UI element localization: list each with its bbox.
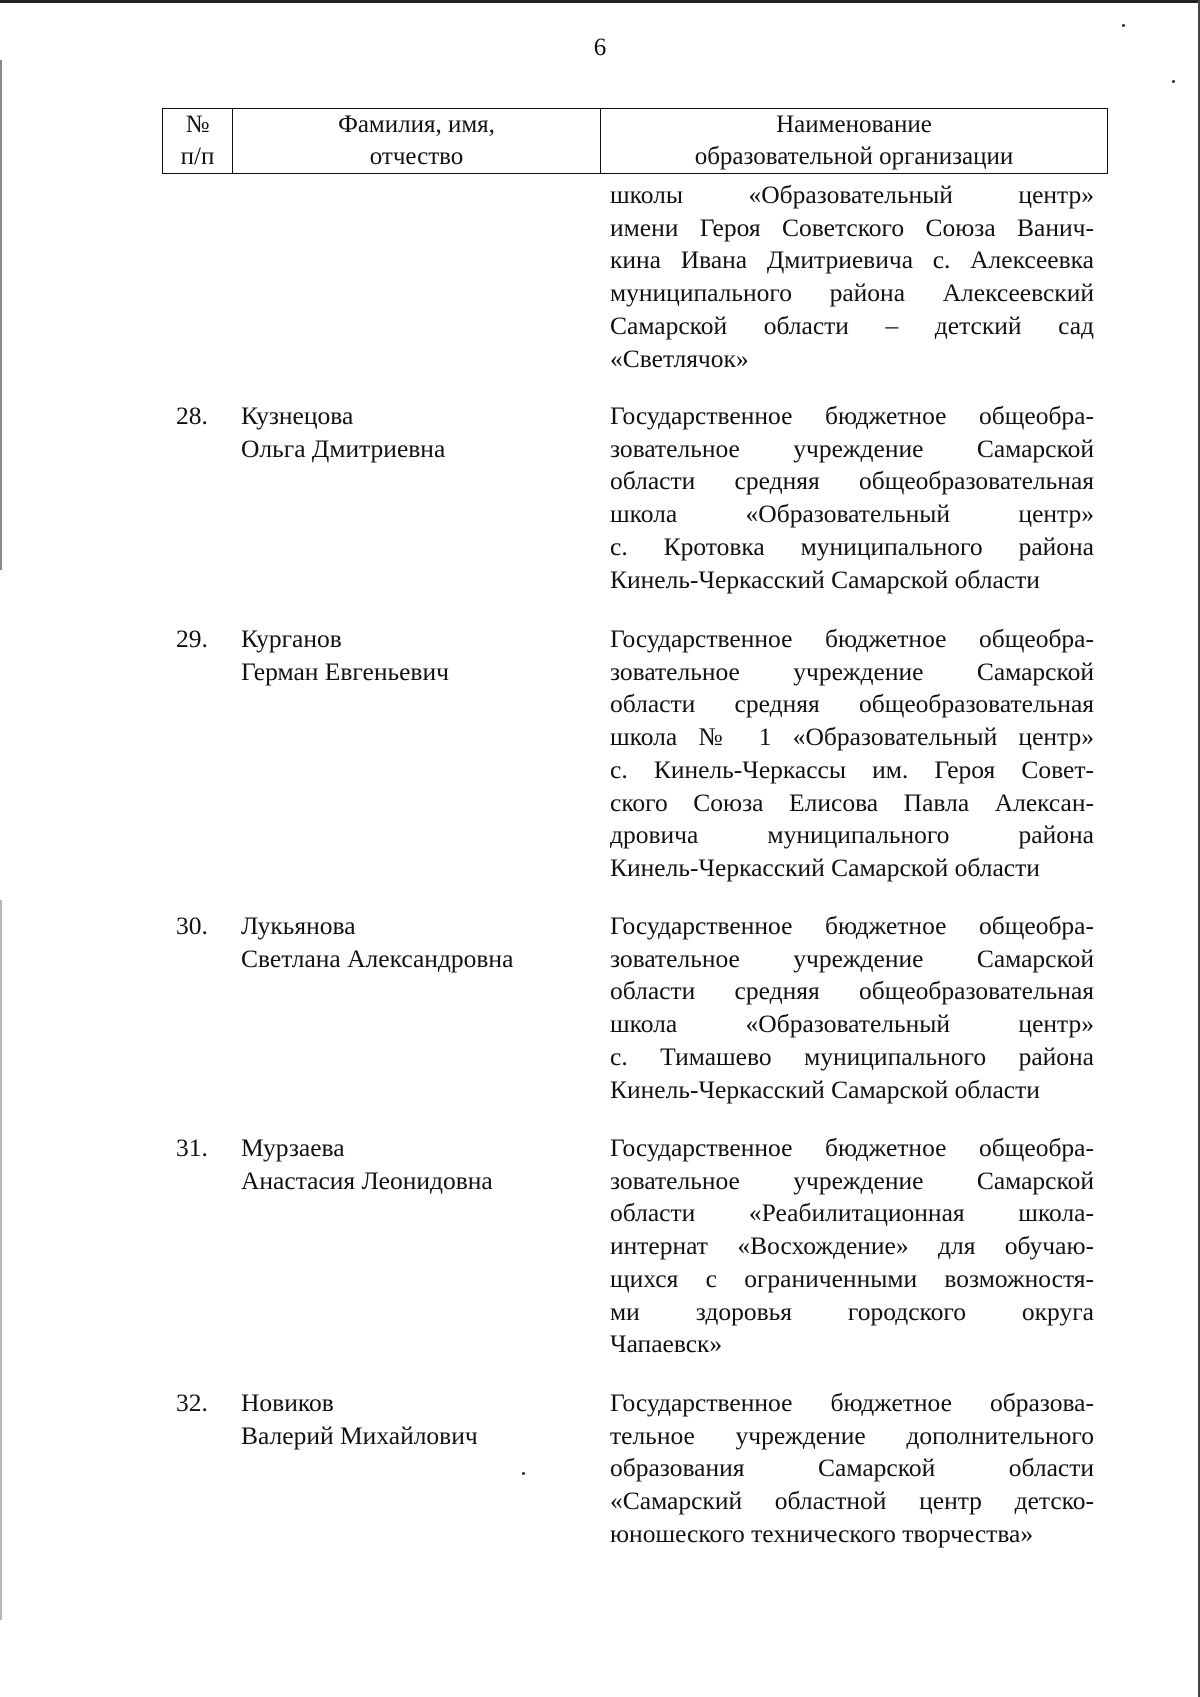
header-number-label-1: № [185,111,210,138]
organization-line: школы «Образовательный центр» [610,180,1094,209]
organization-line: Государственное бюджетное общеобра- [610,1133,1094,1162]
organization-line: Кинель-Черкасский Самарской области [610,564,1040,594]
page-number: 6 [593,34,607,61]
organization-line: Государственное бюджетное общеобра- [610,911,1094,940]
person-name-cell [241,400,581,465]
person-given-names: Герман Евгеньевич [241,656,449,686]
header-org-label-2: образовательной организации [694,143,1014,170]
organization-cell [610,910,1094,1106]
person-surname: Новиков [241,1388,334,1417]
organization-line: зовательное учреждение Самарской [610,1165,1094,1195]
organization-line: школа «Образовательный центр» [610,1009,1094,1039]
row-number: 29. [176,624,208,653]
person-surname: Лукьянова [241,911,356,940]
header-name-label-1: Фамилия, имя, [338,111,495,138]
person-given-names: Валерий Михайлович [241,1420,478,1450]
row-number: 32. [176,1388,208,1417]
organization-line: Государственное бюджетное образова- [610,1388,1094,1417]
row-number: 30. [176,911,208,940]
organization-line: Чапаевск» [610,1329,723,1359]
person-given-names: Анастасия Леонидовна [241,1165,493,1195]
organization-line: области средняя общеобразовательная [610,689,1094,719]
person-surname: Курганов [241,624,342,653]
organization-cell [610,400,1094,596]
organization-line: щихся с ограниченными возможностя- [610,1263,1094,1293]
organization-line: «Светлячок» [610,343,749,373]
scan-margin-mark [0,60,2,570]
organization-line: области средняя общеобразовательная [610,976,1094,1006]
organization-line: кина Ивана Дмитриевича с. Алексеевка [610,245,1094,275]
organization-line: Государственное бюджетное общеобра- [610,401,1094,430]
scan-speck [1122,24,1125,27]
organization-line: Кинель-Черкасский Самарской области [610,1074,1040,1104]
header-number-column [163,109,233,173]
organization-line: зовательное учреждение Самарской [610,943,1094,973]
header-organization-column [601,109,1107,173]
row-number: 28. [176,401,208,430]
organization-line: «Самарский областной центр детско- [610,1486,1094,1516]
organization-line: образования Самарской области [610,1453,1094,1483]
organization-line: дровича муниципального района [610,820,1094,850]
organization-line: с. Кротовка муниципального района [610,531,1094,561]
organization-line: школа «Образовательный центр» [610,499,1094,529]
organization-line: Кинель-Черкасский Самарской области [610,852,1040,882]
organization-line: Государственное бюджетное общеобра- [610,624,1094,653]
person-name-cell [241,910,581,975]
organization-cell [610,179,1094,375]
person-name-cell [241,1132,581,1197]
organization-line: ми здоровья городского округа [610,1296,1094,1326]
scan-speck [1172,80,1175,83]
scan-margin-mark [0,900,2,1620]
organization-line: Самарской области – детский сад [610,310,1094,340]
organization-line: с. Кинель-Черкассы им. Героя Совет- [610,754,1094,784]
organization-line: области «Реабилитационная школа- [610,1198,1094,1228]
row-number: 31. [176,1133,208,1162]
scan-border-top [0,0,1200,3]
organization-cell [610,1387,1094,1551]
organization-line: интернат «Восхождение» для обучаю- [610,1231,1094,1261]
header-org-label-1: Наименование [776,111,932,138]
organization-line: области средняя общеобразовательная [610,466,1094,496]
organization-cell [610,623,1094,885]
organization-line: с. Тимашево муниципального района [610,1041,1094,1071]
person-surname: Кузнецова [241,401,354,430]
person-name-cell [241,623,581,688]
organization-line: школа № 1 «Образовательный центр» [610,722,1094,752]
header-name-column [233,109,601,173]
scan-speck [522,1472,525,1475]
organization-line: муниципального района Алексеевский [610,278,1094,308]
person-given-names: Ольга Дмитриевна [241,433,446,463]
table-header [162,108,1108,174]
header-number-label-2: п/п [180,143,215,170]
organization-cell [610,1132,1094,1361]
organization-line: тельное учреждение дополнительного [610,1420,1094,1450]
person-surname: Мурзаева [241,1133,345,1162]
organization-line: зовательное учреждение Самарской [610,656,1094,686]
organization-line: зовательное учреждение Самарской [610,433,1094,463]
organization-line: ского Союза Елисова Павла Алексан- [610,787,1094,817]
person-name-cell [241,1387,581,1452]
organization-line: юношеского технического творчества» [610,1518,1034,1548]
header-name-label-2: отчество [369,143,464,170]
person-given-names: Светлана Александровна [241,943,514,973]
organization-line: имени Героя Советского Союза Ванич- [610,212,1094,242]
